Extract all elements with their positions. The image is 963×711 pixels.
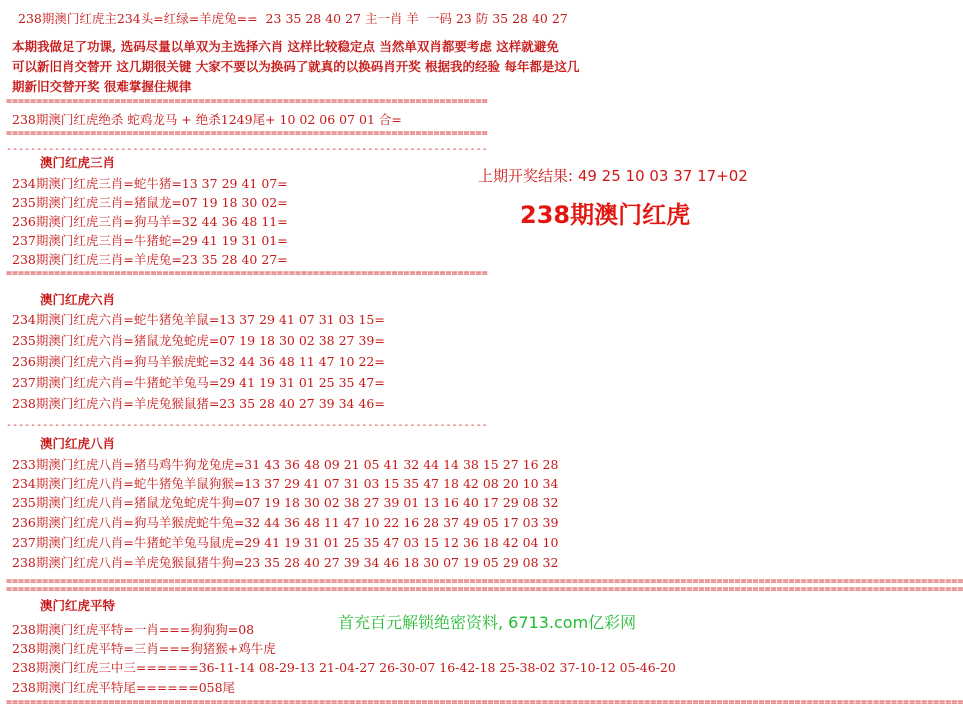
- eight-row: 237期澳门红虎八肖=牛猪蛇羊兔马鼠虎=29 41 19 31 01 25 35 47 03 15 12 36 18 42 04 10: [12, 535, 559, 550]
- last-draw-result: 上期开奖结果: 49 25 10 03 37 17+02: [478, 167, 748, 185]
- eight-row: 234期澳门红虎八肖=蛇牛猪兔羊鼠狗猴=13 37 29 41 07 31 03 15 35 47 18 42 08 20 10 34: [12, 476, 559, 491]
- six-row: 237期澳门红虎六肖=牛猪蛇羊兔马=29 41 19 31 01 25 35 47=: [12, 375, 385, 390]
- three-row: 236期澳门红虎三肖=狗马羊=32 44 36 48 11=: [12, 214, 288, 229]
- special-row: 238期澳门红虎平特尾======058尾: [12, 680, 236, 695]
- intro-paragraph-line-3: 期新旧交替开奖 很难掌握住规律: [12, 79, 192, 94]
- eight-row: 233期澳门红虎八肖=猪马鸡牛狗龙兔虎=31 43 36 48 09 21 05 41 32 44 14 38 15 27 16 28: [12, 457, 559, 472]
- section-title-eight: 澳门红虎八肖: [40, 436, 116, 451]
- three-row: 238期澳门红虎三肖=羊虎兔=23 35 28 40 27=: [12, 252, 288, 267]
- intro-paragraph-line-2: 可以新旧肖交替开 这几期很关键 大家不要以为换码了就真的以换码肖开奖 根据我的经验 每年都是这几: [12, 59, 580, 74]
- eight-row: 236期澳门红虎八肖=狗马羊猴虎蛇牛兔=32 44 36 48 11 47 10 22 16 28 37 49 05 17 03 39: [12, 515, 559, 530]
- divider: ================================================================================: [6, 128, 488, 139]
- six-row: 236期澳门红虎六肖=狗马羊猴虎蛇=32 44 36 48 11 47 10 22=: [12, 354, 385, 369]
- divider: ===============================================================================================================================================================: [6, 584, 963, 595]
- special-row: 238期澳门红虎平特=一肖===狗狗狗=08: [12, 622, 255, 637]
- six-row: 234期澳门红虎六肖=蛇牛猪兔羊鼠=13 37 29 41 07 31 03 15=: [12, 312, 385, 327]
- divider: ================================================================================: [6, 268, 488, 279]
- three-row: 234期澳门红虎三肖=蛇牛猪=13 37 29 41 07=: [12, 176, 288, 191]
- six-row: 235期澳门红虎六肖=猪鼠龙兔蛇虎=07 19 18 30 02 38 27 39=: [12, 333, 385, 348]
- header-line: 238期澳门红虎主234头=红绿=羊虎兔== 23 35 28 40 27 主一肖 羊 一码 23 防 35 28 40 27: [18, 11, 568, 26]
- three-row: 237期澳门红虎三肖=牛猪蛇=29 41 19 31 01=: [12, 233, 288, 248]
- section-title-three: 澳门红虎三肖: [40, 155, 116, 170]
- special-row: 238期澳门红虎三中三======36-11-14 08-29-13 21-04-27 26-30-07 16-42-18 25-38-02 37-10-12 05-46-20: [12, 660, 676, 675]
- divider: --------------------------------------------------------------------------------: [6, 420, 488, 431]
- divider: --------------------------------------------------------------------------------: [6, 144, 488, 155]
- eight-row: 238期澳门红虎八肖=羊虎兔猴鼠猪牛狗=23 35 28 40 27 39 34 46 18 30 07 19 05 29 08 32: [12, 555, 559, 570]
- divider: ===============================================================================================================================================================: [6, 697, 963, 708]
- intro-paragraph-line-1: 本期我做足了功课, 选码尽量以单双为主选择六肖 这样比较稳定点 当然单双肖都要考虑 这样就避免: [12, 39, 559, 54]
- banner-title: 238期澳门红虎: [520, 201, 691, 229]
- three-row: 235期澳门红虎三肖=猪鼠龙=07 19 18 30 02=: [12, 195, 288, 210]
- promo-link[interactable]: 首充百元解锁绝密资料, 6713.com亿彩网: [338, 613, 637, 632]
- eight-row: 235期澳门红虎八肖=猪鼠龙兔蛇虎牛狗=07 19 18 30 02 38 27 39 01 13 16 40 17 29 08 32: [12, 495, 559, 510]
- section-title-six: 澳门红虎六肖: [40, 292, 116, 307]
- six-row: 238期澳门红虎六肖=羊虎兔猴鼠猪=23 35 28 40 27 39 34 46=: [12, 396, 385, 411]
- divider: ================================================================================: [6, 96, 488, 107]
- special-row: 238期澳门红虎平特=三肖===狗猪猴+鸡牛虎: [12, 641, 276, 656]
- section-title-special: 澳门红虎平特: [40, 598, 116, 613]
- kill-line: 238期澳门红虎绝杀 蛇鸡龙马 + 绝杀1249尾+ 10 02 06 07 01 合=: [12, 112, 402, 127]
- divider: ===============================================================================================================================================================: [6, 576, 963, 587]
